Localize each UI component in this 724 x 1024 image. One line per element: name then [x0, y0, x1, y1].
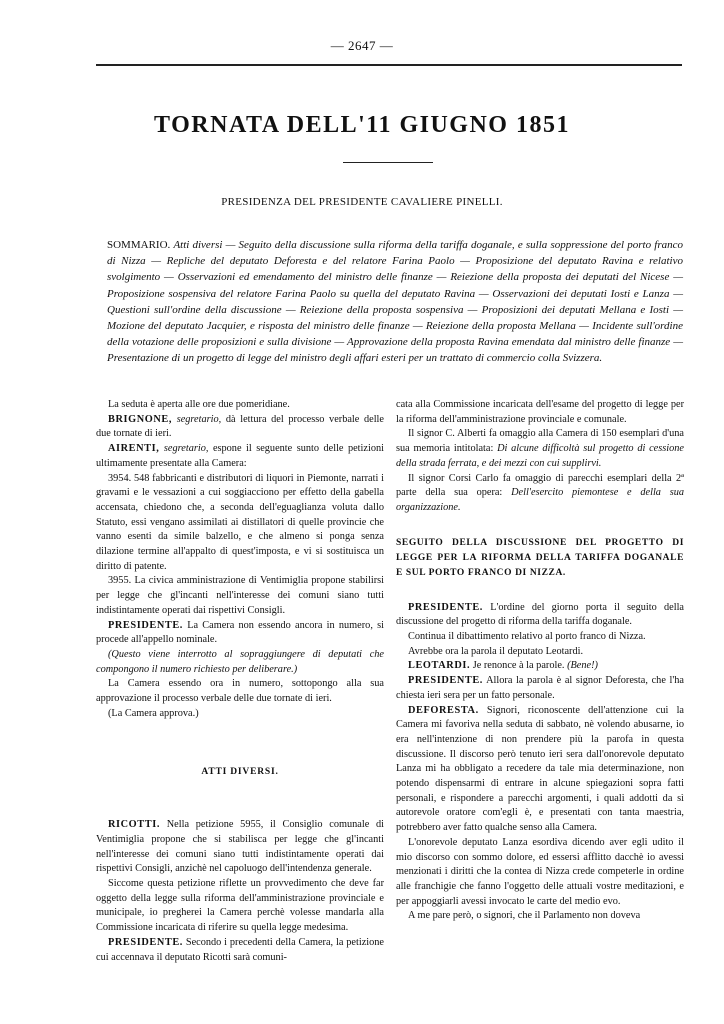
paragraph — [96, 818, 384, 877]
paragraph: La Camera essendo ora in numero, sottopongo alla sua approvazione il processo verbale delle due tornate di ieri. — [96, 678, 384, 705]
paragraph-text: Nella petizione 5955, il Consiglio comunale di Ventimiglia propone che si stabilisca per legge che gl'incanti nell'interesse dei comuni siano tutti indistintamente operati dai rispettivi Consigli, anzichè nel capoluogo dell'intendenza generale. — [96, 819, 384, 875]
spacer — [96, 721, 384, 765]
paragraph-text: Allora la parola è al signor Deforesta, che l'ha chiesta ieri sera per un fatto personale. — [396, 675, 684, 701]
petition-entry: 3954. 548 fabbricanti e distributori di liquori in Piemonte, narrati i gravami e le vessazioni a cui soggiacciono per effetto della gabella accensata, chiedono che, a seconda dell'eguaglianza voluta dallo Statuto, essi vengano assimilati ai distillatori di quelle provincie che vanno esenti da simile balzello, e che almeno si ponga senza dilazione termine all'appalto di quest'imposta, e vi si sostituisca un diritto di patente. — [96, 472, 384, 572]
speaker-name: LEOTARDI. — [408, 660, 471, 672]
paragraph — [396, 472, 684, 516]
paragraph-text: dà lettura del processo verbale delle due tornate di ieri. — [96, 413, 384, 440]
petition-entry: 3955. La civica amministrazione di Ventimiglia propone stabilirsi per legge che gl'incanti nell'interesse dei comuni siano tutti indistintamente operati dai rispettivi Consigli. — [96, 575, 384, 616]
summary-label: SOMMARIO. — [107, 239, 171, 251]
left-column — [96, 398, 384, 965]
paragraph-text: espone il seguente sunto delle petizioni ultimamente presentate alla Camera: — [96, 443, 384, 469]
stage-note: (Bene!) — [567, 660, 598, 672]
paragraph: A me pare però, o signori, che il Parlamento non doveva — [408, 910, 641, 922]
paragraph-text: L'ordine del giorno porta il seguito della discussione del progetto di riforma della tariffa doganale. — [396, 601, 684, 628]
title-divider — [343, 162, 433, 163]
speaker-name: AIRENTI, — [108, 443, 160, 455]
speaker-name: PRESIDENTE. — [108, 619, 183, 631]
work-title: Di alcune difficoltà sul progetto di cessione della strada ferrata, e dei mezzi con cui supplirvi. — [396, 443, 684, 469]
speaker-name: PRESIDENTE. — [408, 675, 483, 687]
paragraph-text: Je renonce à la parole. — [472, 660, 565, 672]
summary-text: Atti diversi — Seguito della discussione sulla riforma della tariffa doganale, e sulla soppressione del porto franco di Nizza — Repliche del deputato Deforesta e del relatore Farina Paolo — Proposizione del deputato Ravina e relativo svolgimento — Osservazioni ed emendamento del ministro delle finanze — Reiezione della proposta dei deputati del Nicese — Proposizione sospensiva del relatore Farina Paolo su quella del deputato Ravina — Osservazioni dei deputati Iosti e Lanza — Questioni sull'ordine della discussione — Reiezione della proposta sospensiva — Proposizioni dei deputati Mellana e Iosti — Mozione del deputato Jacquier, e risposta del ministro delle finanze — Reiezione della proposta Mellana — Incidente sull'ordine della votazione delle proposizioni e sulla divisione — Approvazione della proposta Ravina emendata dal ministro delle finanze — Presentazione di un progetto di legge del ministro degli affari esteri per un trattato di commercio colla Svizzera. — [107, 239, 683, 365]
paragraph — [396, 674, 684, 703]
paragraph: Continua il dibattimento relativo al porto franco di Nizza. — [408, 631, 646, 643]
paragraph — [396, 704, 684, 836]
paragraph: La seduta è aperta alle ore due pomeridiane. — [108, 399, 290, 410]
speaker-name: PRESIDENTE. — [408, 601, 483, 613]
section-heading: SEGUITO DELLA DISCUSSIONE DEL PROGETTO DI LEGGE PER LA RIFORMA DELLA TARIFFA DOGANALE E SUL PORTO FRANCO DI NIZZA. — [396, 537, 684, 578]
spacer — [396, 581, 684, 601]
header-rule — [96, 64, 682, 66]
spacer — [396, 516, 684, 536]
paragraph — [96, 413, 384, 442]
right-column — [396, 398, 684, 924]
paragraph: cata alla Commissione incaricata dell'esame del progetto di legge per la riforma dell'amministrazione provinciale e comunale. — [396, 399, 684, 425]
summary-block — [107, 237, 683, 367]
spacer — [96, 780, 384, 818]
paragraph-text: Il signor C. Alberti fa omaggio alla Camera di 150 esemplari d'una sua memoria intitolata: — [396, 428, 684, 455]
paragraph: L'onorevole deputato Lanza esordiva dicendo aver egli udito il mio discorso con sommo dolore, ed essersi afflitto dacchè io avessi menzionati i diritti che la contea di Nizza crede competerle in ordine alle franchigie che fanno l'oggetto delle attuali vostre meditazioni, e per appoggiarli avessi invocato le carte del medio evo. — [396, 836, 684, 907]
paragraph — [96, 619, 384, 648]
page-number: — 2647 — — [330, 38, 394, 53]
speaker-name: DEFORESTA. — [408, 704, 479, 716]
paragraph-text: Secondo i precedenti della Camera, la petizione cui accennava il deputato Ricotti sarà comuni- — [96, 936, 385, 963]
paragraph — [396, 427, 684, 471]
speaker-role: segretario, — [176, 413, 222, 425]
paragraph: Avrebbe ora la parola il deputato Leotardi. — [408, 645, 584, 657]
paragraph — [396, 601, 684, 630]
stage-note: (La Camera approva.) — [108, 707, 199, 719]
paragraph — [96, 442, 384, 471]
work-title: Dell'esercito piemontese e della sua organizzazione. — [396, 487, 685, 513]
paragraph: Siccome questa petizione riflette un provvedimento che deve far oggetto della legge sulla riforma dell'amministrazione provinciale e municipale, io pregherei la Camera perchè volesse mandarla alla Commissione incaricata di riferire su quella legge medesima. — [96, 877, 384, 934]
paragraph — [396, 659, 684, 674]
speaker-name: RICOTTI. — [108, 819, 161, 831]
section-heading: ATTI DIVERSI. — [201, 767, 279, 778]
paragraph-text: La Camera non essendo ancora in numero, si procede all'appello nominale. — [96, 619, 384, 646]
paragraph-text: Signori, riconoscente dell'attenzione cui la Camera mi favoriva nella seduta di sabbato, nè volendo abusarne, io era nell'intenzione di non prendere più la parofa in questa discussione. Il discorso però tenuto ieri sera dall'onorevole deputato Lanza mi ha obbligato a recedere da tale mia determinazione, non potendo dispensarmi di entrare in alcune spiegazioni sopra fatti personali, e rispondere a parecchi argomenti, i quali addotti da sì autorevole oratore com'egli è, e presentati con tanta maestria, potrebbero aver fatto qualche senso alla Camera. — [396, 704, 684, 834]
speaker-name: BRIGNONE, — [108, 413, 173, 425]
presidency-line: PRESIDENZA DEL PRESIDENTE CAVALIERE PINELLI. — [221, 196, 503, 208]
stage-note: (Questo viene interrotto al sopraggiungere di deputati che compongono il numero richiesto per deliberare.) — [96, 648, 384, 675]
page-title: TORNATA DELL'11 GIUGNO 1851 — [154, 112, 570, 138]
speaker-name: PRESIDENTE. — [108, 936, 183, 948]
paragraph — [96, 936, 384, 965]
paragraph-text: Il signor Corsi Carlo fa omaggio di parecchi esemplari della 2ª parte della sua opera: — [396, 472, 684, 499]
speaker-role: segretario, — [163, 443, 209, 455]
